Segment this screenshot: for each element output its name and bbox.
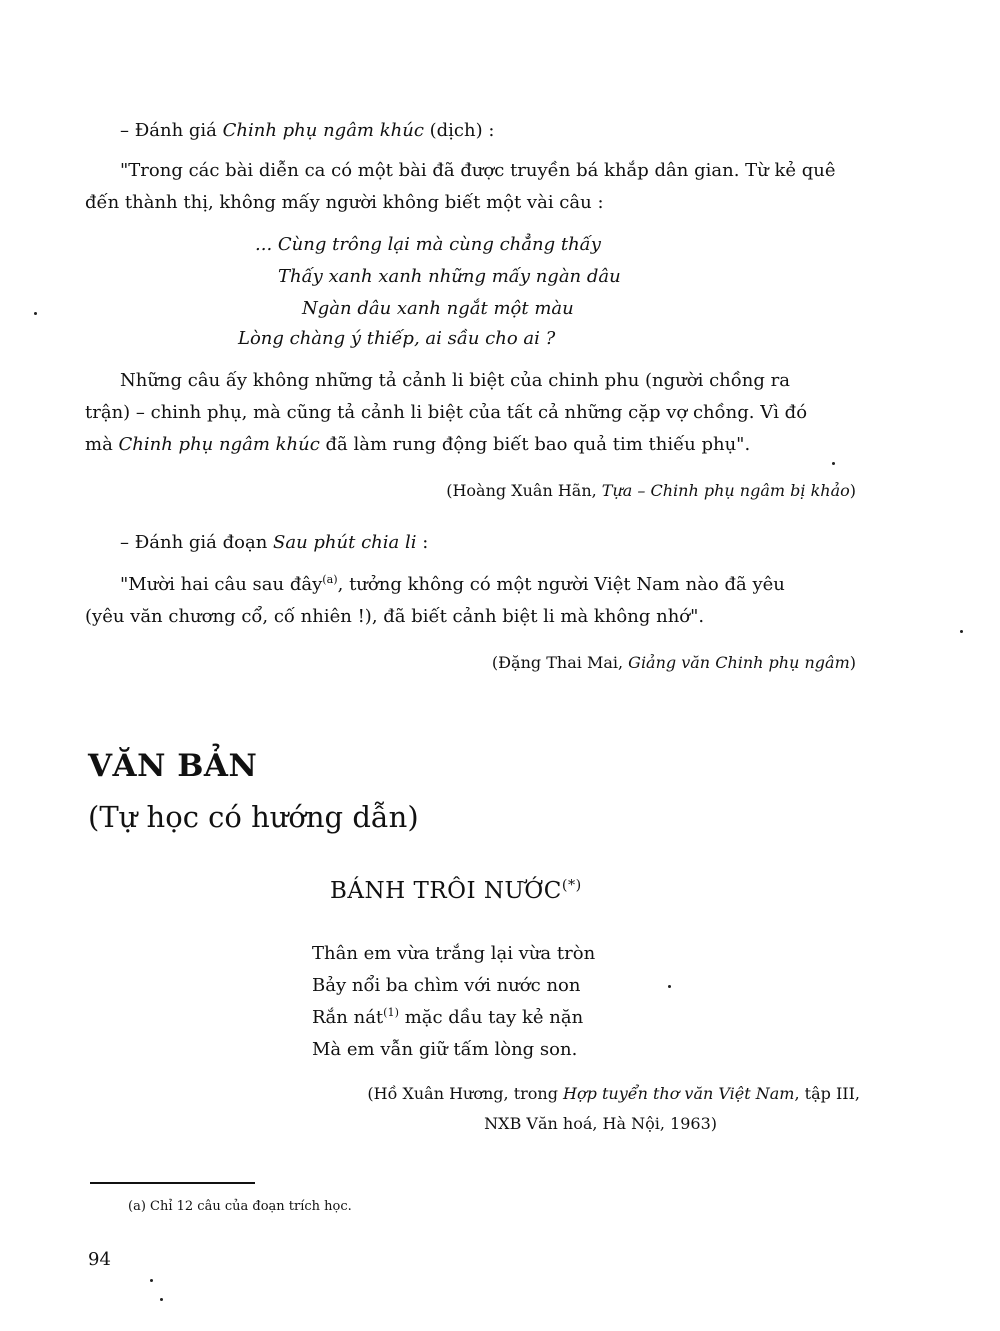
scan-speck	[34, 312, 37, 315]
footnote-marker: (*)	[561, 877, 582, 894]
quote-line: "Mười hai câu sau đây$^{(a)}$, tưởng không có một người Việt Nam nào đã yêu	[120, 573, 785, 595]
work-title: Chinh phụ ngâm khúc	[118, 434, 320, 455]
poem-line: Bảy nổi ba chìm với nước non	[312, 975, 581, 996]
work-title: Chinh phụ ngâm khúc	[222, 120, 424, 141]
verse-line: Ngàn dâu xanh ngắt một màu	[302, 298, 574, 319]
paragraph-line: Những câu ấy không những tả cảnh li biệt của chinh phu (người chồng ra	[120, 370, 790, 391]
citation: (Đặng Thai Mai, Giảng văn Chinh phụ ngâm)	[491, 653, 856, 672]
verse-line: ... Cùng trông lại mà cùng chẳng thấy	[255, 234, 601, 255]
poem-source: (Hồ Xuân Hương, trong Hợp tuyển thơ văn Việt Nam, tập III,	[367, 1084, 860, 1103]
poem-title: BÁNH TRÔI NƯỚC(*)	[330, 877, 582, 904]
poem-line: Thân em vừa trắng lại vừa tròn	[312, 943, 596, 964]
verse-line: Thấy xanh xanh những mấy ngàn dâu	[278, 266, 621, 287]
quote-line: đến thành thị, không mấy người không biết một vài câu :	[85, 192, 604, 213]
quote-line: (yêu văn chương cổ, cố nhiên !), đã biết cảnh biệt li mà không nhớ".	[85, 606, 705, 627]
work-title: Sau phút chia li	[273, 532, 417, 553]
scan-speck	[832, 462, 835, 465]
poem-line: Rắn nát$^{(1)}$ mặc dầu tay kẻ nặn	[312, 1006, 584, 1028]
paragraph-line: trận) – chinh phụ, mà cũng tả cảnh li biệt của tất cả những cặp vợ chồng. Vì đó	[85, 402, 808, 423]
footnote-marker: (1)	[383, 1006, 399, 1019]
verse-line: Lòng chàng ý thiếp, ai sầu cho ai ?	[238, 328, 556, 349]
poem-line: Mà em vẫn giữ tấm lòng son.	[312, 1039, 578, 1060]
footnote-marker: (a)	[322, 573, 338, 586]
evaluation-lead-chinh-phu: – Đánh giá Chinh phụ ngâm khúc (dịch) :	[120, 120, 495, 141]
scan-speck	[160, 1298, 163, 1301]
citation: (Hoàng Xuân Hãn, Tựa – Chinh phụ ngâm bị khảo)	[446, 481, 856, 500]
section-heading: VĂN BẢN	[88, 748, 258, 784]
footnote-rule	[90, 1182, 255, 1184]
scan-speck	[668, 985, 671, 988]
poem-source: NXB Văn hoá, Hà Nội, 1963)	[484, 1114, 717, 1133]
quote-line: "Trong các bài diễn ca có một bài đã được truyền bá khắp dân gian. Từ kẻ quê	[120, 160, 836, 181]
paragraph-line: mà Chinh phụ ngâm khúc đã làm rung động biết bao quả tim thiếu phụ".	[85, 434, 751, 455]
page-number: 94	[88, 1249, 111, 1270]
footnote: (a) Chỉ 12 câu của đoạn trích học.	[128, 1199, 352, 1214]
scan-speck	[150, 1279, 153, 1282]
evaluation-lead-sau-phut-chia-li: – Đánh giá đoạn Sau phút chia li :	[120, 532, 429, 553]
scan-speck	[960, 630, 963, 633]
section-subheading: (Tự học có hướng dẫn)	[88, 800, 419, 834]
